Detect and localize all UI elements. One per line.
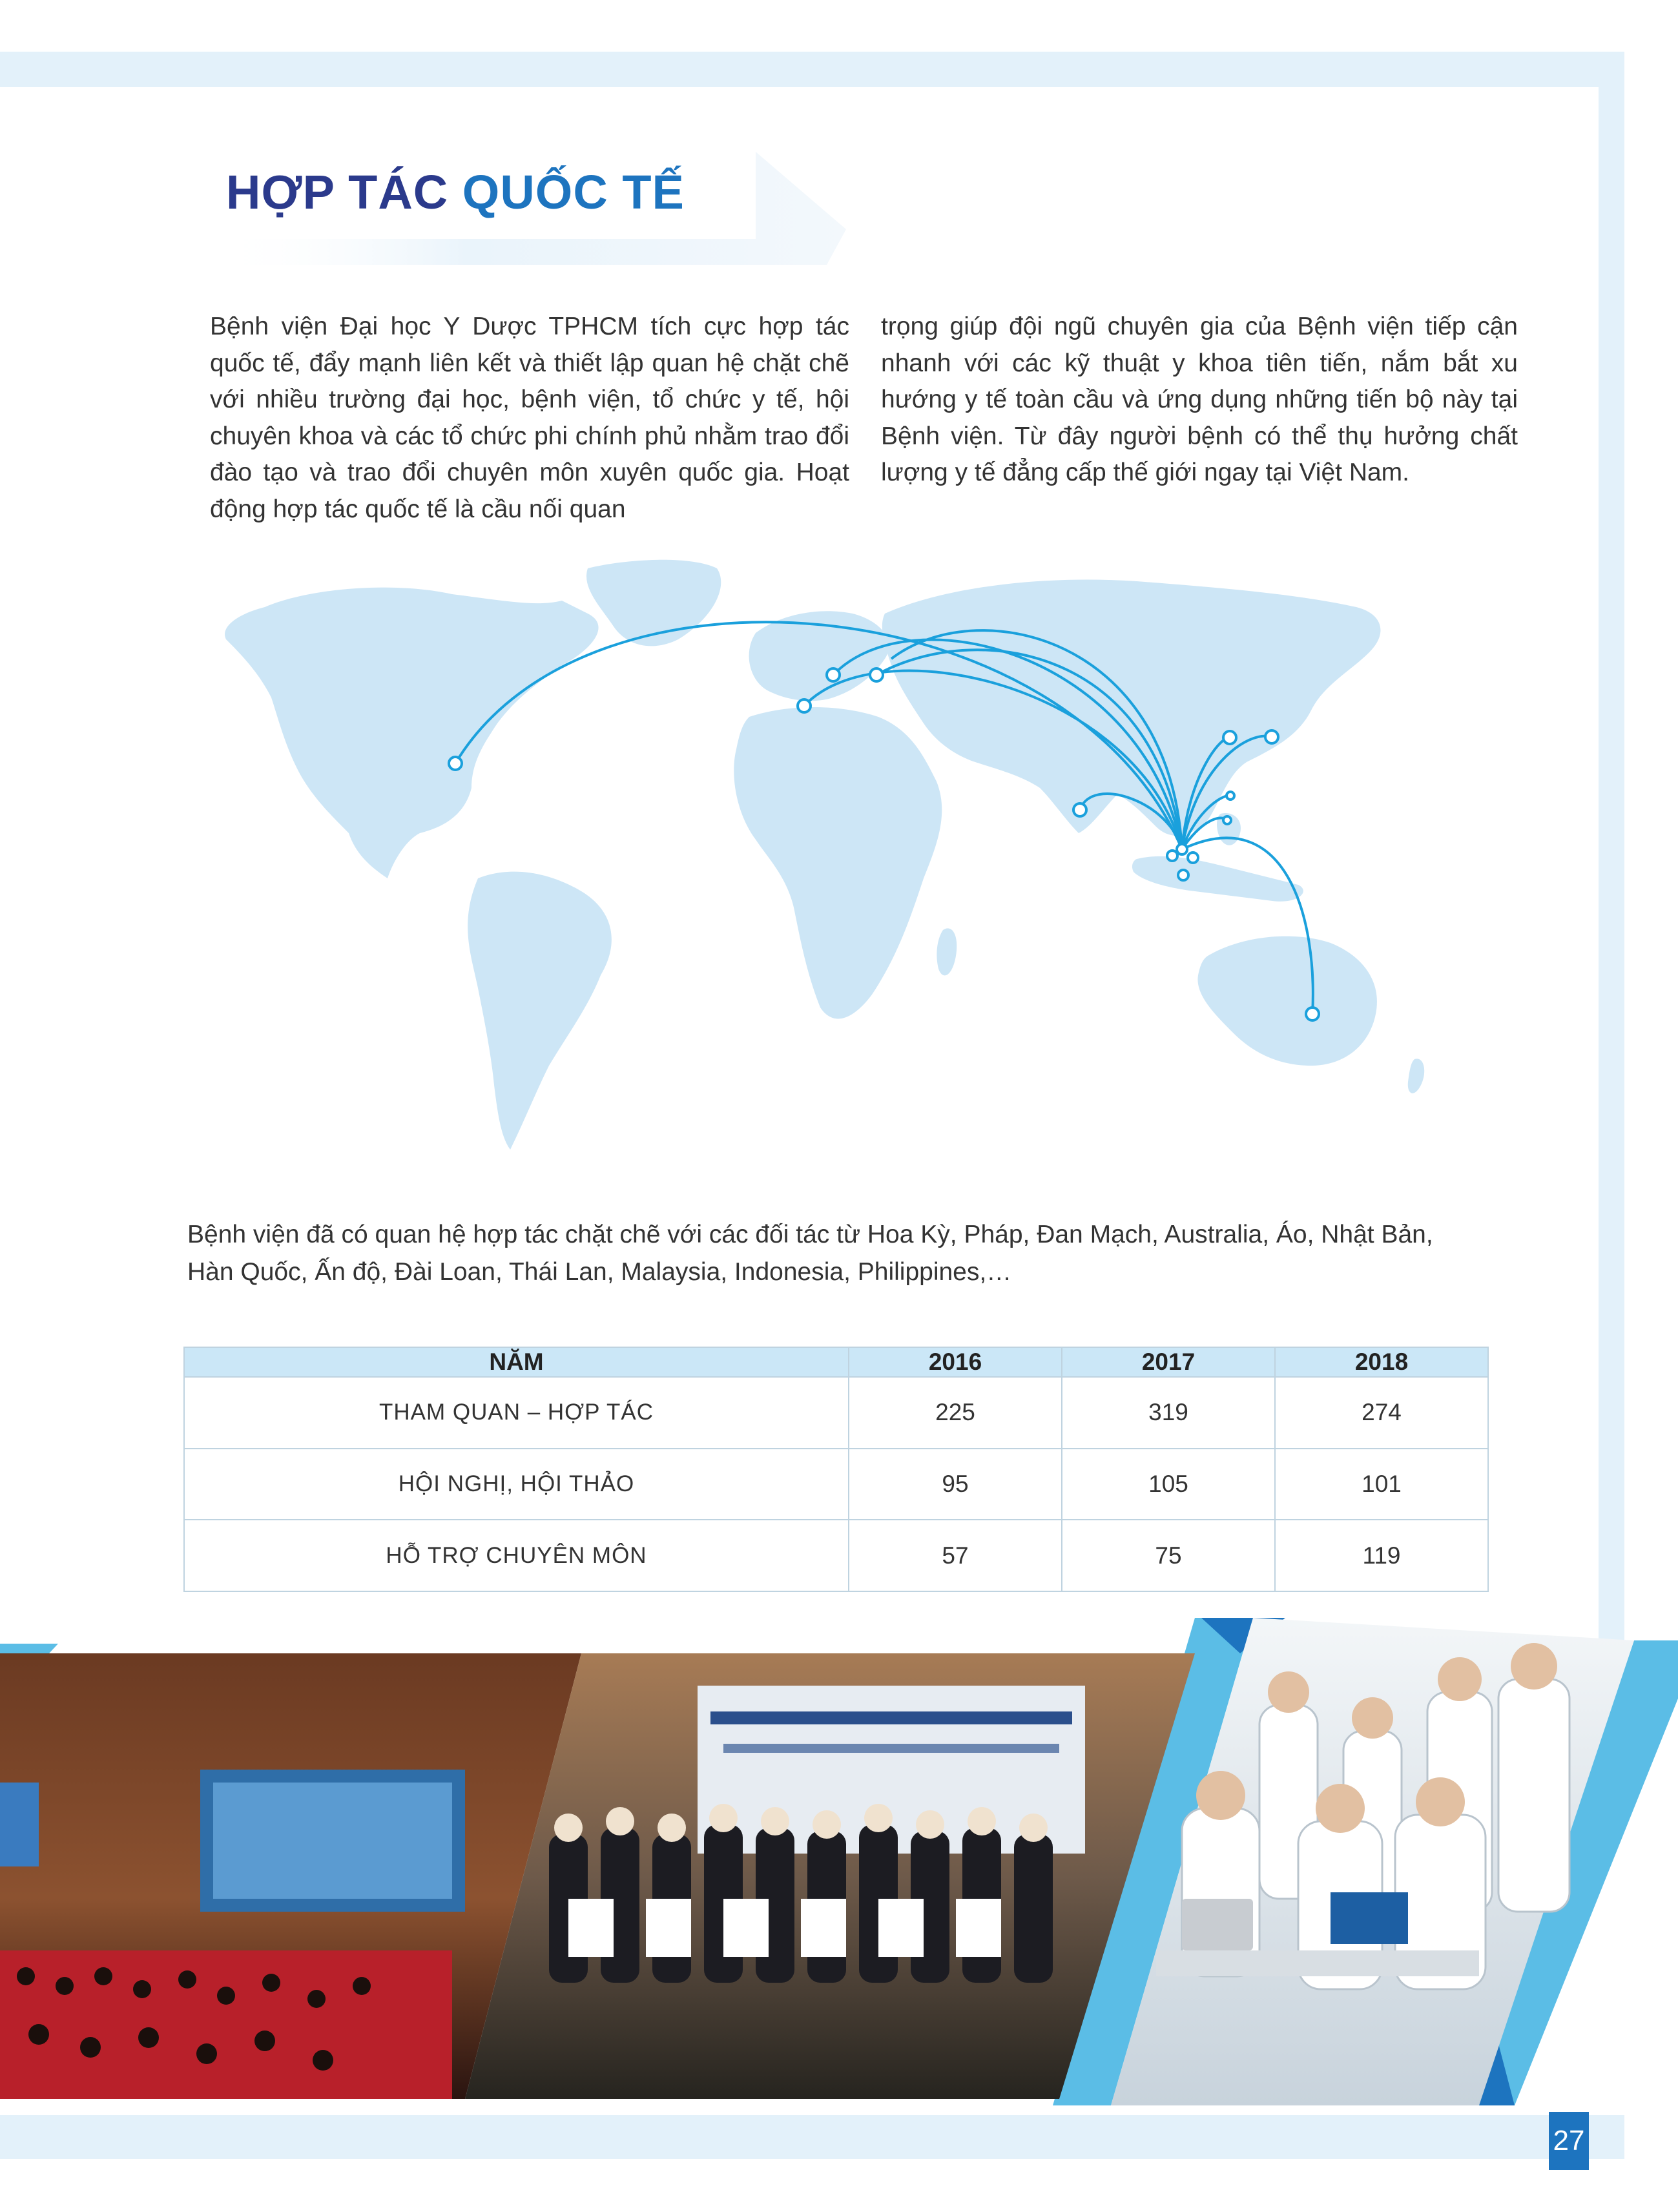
page-number: 27 <box>1549 2112 1589 2170</box>
location-austria <box>870 668 883 681</box>
photo-collage <box>0 1615 1678 2105</box>
page-title-part1: HỢP TÁC <box>226 165 449 219</box>
location-japan <box>1265 730 1278 743</box>
header-2016: 2016 <box>849 1347 1062 1377</box>
cell-value: 105 <box>1062 1449 1275 1520</box>
partners-paragraph: Bệnh viện đã có quan hệ hợp tác chặt chẽ với các đối tác từ Hoa Kỳ, Pháp, Đan Mạch, Australia, Áo, Nhật Bản, Hàn Quốc, Ấn độ, Đài Loan, Thái Lan, Malaysia, Indonesia, Philippines,… <box>187 1221 1433 1286</box>
row-label: HỖ TRỢ CHUYÊN MÔN <box>184 1520 849 1591</box>
location-denmark <box>827 668 840 681</box>
location-indonesia <box>1188 853 1198 863</box>
location-taiwan <box>1227 792 1234 800</box>
page-title <box>226 165 685 220</box>
cell-value: 57 <box>849 1520 1062 1591</box>
location-france <box>798 699 811 712</box>
location-philippines <box>1223 816 1231 824</box>
cell-value: 274 <box>1275 1377 1488 1449</box>
table-row <box>184 1520 1488 1591</box>
location-australia <box>1306 1008 1319 1020</box>
location-india <box>1073 803 1086 816</box>
header-year: NĂM <box>184 1347 849 1377</box>
world-partner-map <box>200 555 1453 1175</box>
location-vietnam-hub <box>1177 844 1187 854</box>
page-title-part2: QUỐC TẾ <box>462 165 685 219</box>
page-frame-top <box>0 52 1624 87</box>
cell-value: 225 <box>849 1377 1062 1449</box>
map-landmass <box>225 560 1424 1150</box>
row-label: HỘI NGHỊ, HỘI THẢO <box>184 1449 849 1520</box>
cooperation-stats-table <box>183 1347 1489 1592</box>
location-usa <box>449 757 462 770</box>
table-row <box>184 1377 1488 1449</box>
intro-paragraph-left: Bệnh viện Đại học Y Dược TPHCM tích cực hợp tác quốc tế, đẩy mạnh liên kết và thiết lập quan hệ chặt chẽ với nhiều trường đại học, bệnh viện, tổ chức y tế, hội chuyên khoa và các tổ chức phi chính phủ nhằm trao đổi đào tạo và trao đổi chuyên môn xuyên quốc gia. Hoạt động hợp tác quốc tế là cầu nối quan <box>210 313 849 523</box>
page-frame-right <box>1599 52 1624 1653</box>
intro-paragraph-right: trọng giúp đội ngũ chuyên gia của Bệnh viện tiếp cận nhanh với các kỹ thuật y khoa tiên tiến, nắm bắt xu hướng y tế toàn cầu và ứng dụng những tiến bộ này tại Bệnh viện. Từ đây người bệnh có thể thụ hưởng chất lượng y tế đẳng cấp thế giới ngay tại Việt Nam. <box>881 313 1518 486</box>
header-2017: 2017 <box>1062 1347 1275 1377</box>
page-frame-bottom <box>0 2115 1624 2159</box>
row-label: THAM QUAN – HỢP TÁC <box>184 1377 849 1449</box>
table-row <box>184 1449 1488 1520</box>
location-thailand <box>1167 851 1177 861</box>
cell-value: 75 <box>1062 1520 1275 1591</box>
table-header-row <box>184 1347 1488 1377</box>
cell-value: 101 <box>1275 1449 1488 1520</box>
location-malaysia <box>1178 870 1188 880</box>
cell-value: 119 <box>1275 1520 1488 1591</box>
section-title-block <box>213 152 859 265</box>
cell-value: 319 <box>1062 1377 1275 1449</box>
location-korea <box>1223 731 1236 744</box>
header-2018: 2018 <box>1275 1347 1488 1377</box>
cell-value: 95 <box>849 1449 1062 1520</box>
